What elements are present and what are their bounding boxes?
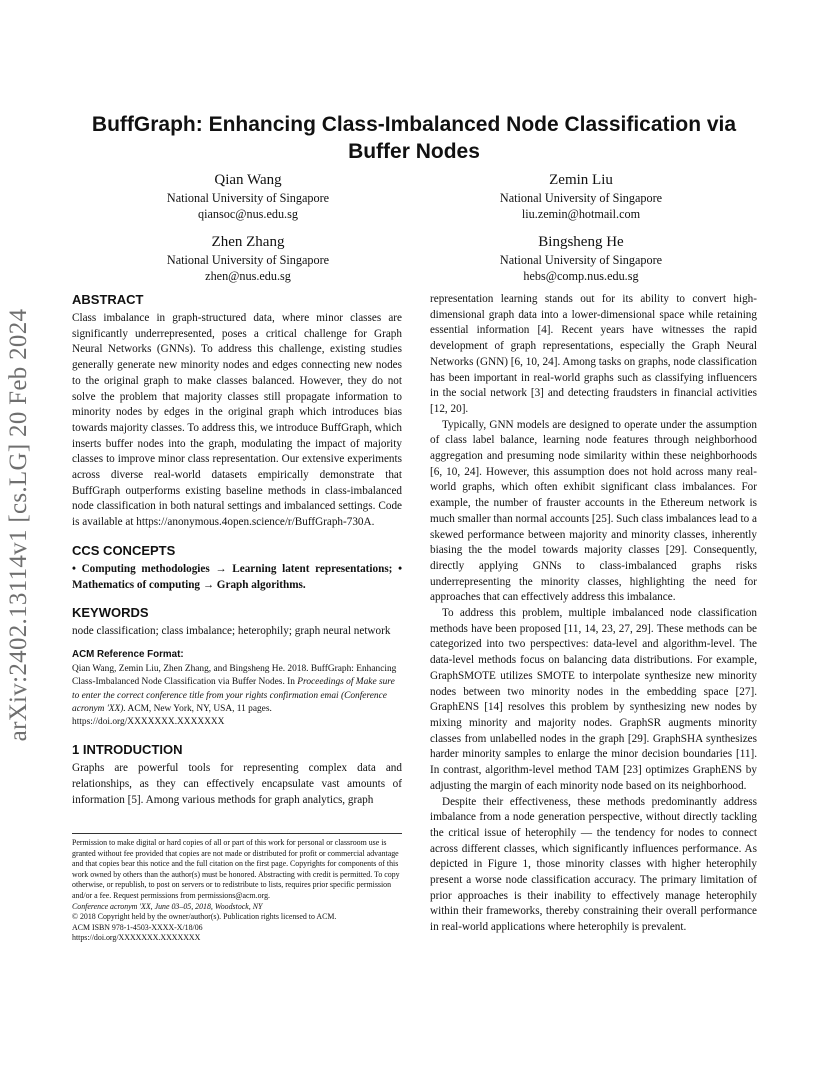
author-block-3 [118,232,378,284]
paper-title-line-2: Buffer Nodes [348,140,480,163]
right-paragraph-2: Typically, GNN models are designed to operate under the assumption of class label balance, learning node features through neighborhood aggregation and presuming node similarity within these neighborhoods [6, 10, 24]. However, this assumption does not hold across many real-world graphs, which often exhibit significant class imbalances. For example, the number of frauster accounts in the Ethereum network is much smaller than normal accounts [25]. Such class imbalances lead to a skewed performance between majority and minority classes, inherently biasing the the model towards majority classes [29]. Consequently, directly applying GNNs to class-imbalanced graphs risks underrepresenting the minority classes, highlighting the need for approaches that can effectively address this imbalance. [430,418,757,604]
author-name: Zhen Zhang [211,234,285,250]
right-paragraph-3: To address this problem, multiple imbalanced node classification methods have been proposed [11, 14, 23, 27, 29]. These methods can be categorized into two perspectives: data-level and algorithm-level. The data-level methods focus on balancing data distributions. For example, GraphSMOTE utilizes SMOTE to interpolate synthesize new minority nodes between two minority nodes in the embedding space [27]. GraphENS [14] resolves this problem by synthesizing new nodes by mixing minority and majority nodes. GraphSR augments minority classes from unlabelled nodes in the graph [29]. GraphSHA synthesizes harder minority samples to enlarge the minor decision boundaries [11]. In contrast, algorithm-level method TAM [23] optimizes GraphENS by adjusting the margin of each minority node based on its neighborhood. [430,607,757,792]
author-block-4 [451,232,711,284]
right-paragraph-1: representation learning stands out for its ability to convert high-dimensional graph data into a lower-dimensional space while retaining essential information [4]. Recent years have witnesses the rapid development of graph representations, especially the Graph Neural Networks (GNN) [6, 10, 24]. Among tasks on graphs, node classification has been important in real-world graphs such as classifying influencers in the social network [3] and detecting fraudsters in financial activities [12, 20]. [430,293,757,415]
abstract-heading: ABSTRACT [72,292,144,307]
ccs-item-2: • Mathematics of computing → Graph algorithms. [72,562,403,591]
left-column [72,292,402,809]
acm-ref-text [72,663,402,729]
author-affiliation: National University of Singapore [499,191,663,205]
ccs-heading: CCS CONCEPTS [72,542,176,558]
permission-notice: Permission to make digital or hard copies of all or part of this work for personal or classroom use is granted without fee provided that copies are not made or distributed for profit or commercial advantage and that copies bear this notice and the full citation on the first page. Copyrights for components of this work owned by others than the author(s) must be honored. Abstracting with credit is permitted. To copy otherwise, or republish, to post on servers or to redistribute to lists, requires prior specific permission and/or a fee. Request permissions from permissions@acm.org. [72,838,400,900]
footnote [72,838,402,944]
author-name: Qian Wang [214,172,282,188]
author-email: hebs@comp.nus.edu.sg [523,269,639,283]
author-affiliation: National University of Singapore [499,253,663,267]
acm-ref-heading: ACM Reference Format: [72,648,184,660]
keywords-text: node classification; class imbalance; heterophily; graph neural network [72,625,391,638]
author-name: Bingsheng He [538,234,624,250]
ccs-concepts [72,562,402,593]
author-block-2 [451,170,711,222]
copyright-line: © 2018 Copyright held by the owner/author(s). Publication rights licensed to ACM. [72,912,337,922]
doi-line: https://doi.org/XXXXXXX.XXXXXXX [72,933,201,943]
ccs-item-1: • Computing methodologies → Learning latent representations; [72,562,393,575]
author-affiliation: National University of Singapore [166,191,330,205]
right-paragraph-4: Despite their effectiveness, these methods predominantly address imbalance from a node generation perspective, without directly tackling the critical issue of heterophily — the tendency for nodes to connect across different classes, which significantly influences performance. As depicted in Figure 1, those minority classes with higher heterophily present a worse node classification accuracy. The primary limitation of prior approaches is their inability to effectively manage heterophily within their frameworks, thereby constraining their overall performance in real-world applications where heterophily is prevalent. [430,795,757,934]
author-email: liu.zemin@hotmail.com [521,207,641,221]
author-email: zhen@nus.edu.sg [205,269,291,283]
intro-paragraph-1: Graphs are powerful tools for representing complex data and relationships, as they can effectively encapsulate vast amounts of information [5]. Among various methods for graph analytics, graph [72,762,402,806]
acm-ref-part-b: ACM, New York, NY, USA, 11 pages. https://doi.org/XXXXXXX.XXXXXXX [72,703,272,728]
footnote-rule [72,833,402,834]
intro-heading: 1 INTRODUCTION [72,742,183,758]
right-column [430,292,757,936]
keywords-heading: KEYWORDS [72,605,149,621]
author-email: qiansoc@nus.edu.sg [198,207,298,221]
author-block-1 [118,170,378,222]
paper-title [40,111,788,165]
author-affiliation: National University of Singapore [166,253,330,267]
acm-ref-italic: Proceedings of Make sure to enter the correct conference title from your rights confirmation emai (Conference acronym 'XX). [72,677,395,714]
arxiv-identifier-text: arXiv:2402.13114v1 [cs.LG] 20 Feb 2024 [5,308,32,742]
isbn-line: ACM ISBN 978-1-4503-XXXX-X/18/06 [72,922,203,932]
conference-line: Conference acronym 'XX, June 03–05, 2018, Woodstock, NY [72,901,263,911]
author-name: Zemin Liu [549,172,613,188]
paper-title-line-1: BuffGraph: Enhancing Class-Imbalanced Node Classification via [91,113,737,136]
abstract-text: Class imbalance in graph-structured data, where minor classes are significantly underrepresented, poses a critical challenge for Graph Neural Networks (GNNs). To address this challenge, existing studies generally generate new minority nodes and edges connecting new nodes to the original graph to make classes balanced. However, they do not solve the problem that majority classes still propagate information to minority nodes by edges in the original graph which introduces bias towards majority classes. To address this, we introduce BuffGraph, which inserts buffer nodes into the graph, modulating the impact of majority classes to improve minor class representation. Our extensive experiments across diverse real-world datasets empirically demonstrate that BuffGraph outperforms existing baseline methods in class-imbalanced node classification in both natural settings and imbalanced settings. Code is available at https://anonymous.4open.science/r/BuffGraph-730A. [72,312,403,529]
arxiv-identifier [0,290,39,760]
acm-ref-part-a: Qian Wang, Zemin Liu, Zhen Zhang, and Bingsheng He. 2018. BuffGraph: Enhancing Class-Imbalanced Node Classification via Buffer Nodes. In [72,663,397,688]
